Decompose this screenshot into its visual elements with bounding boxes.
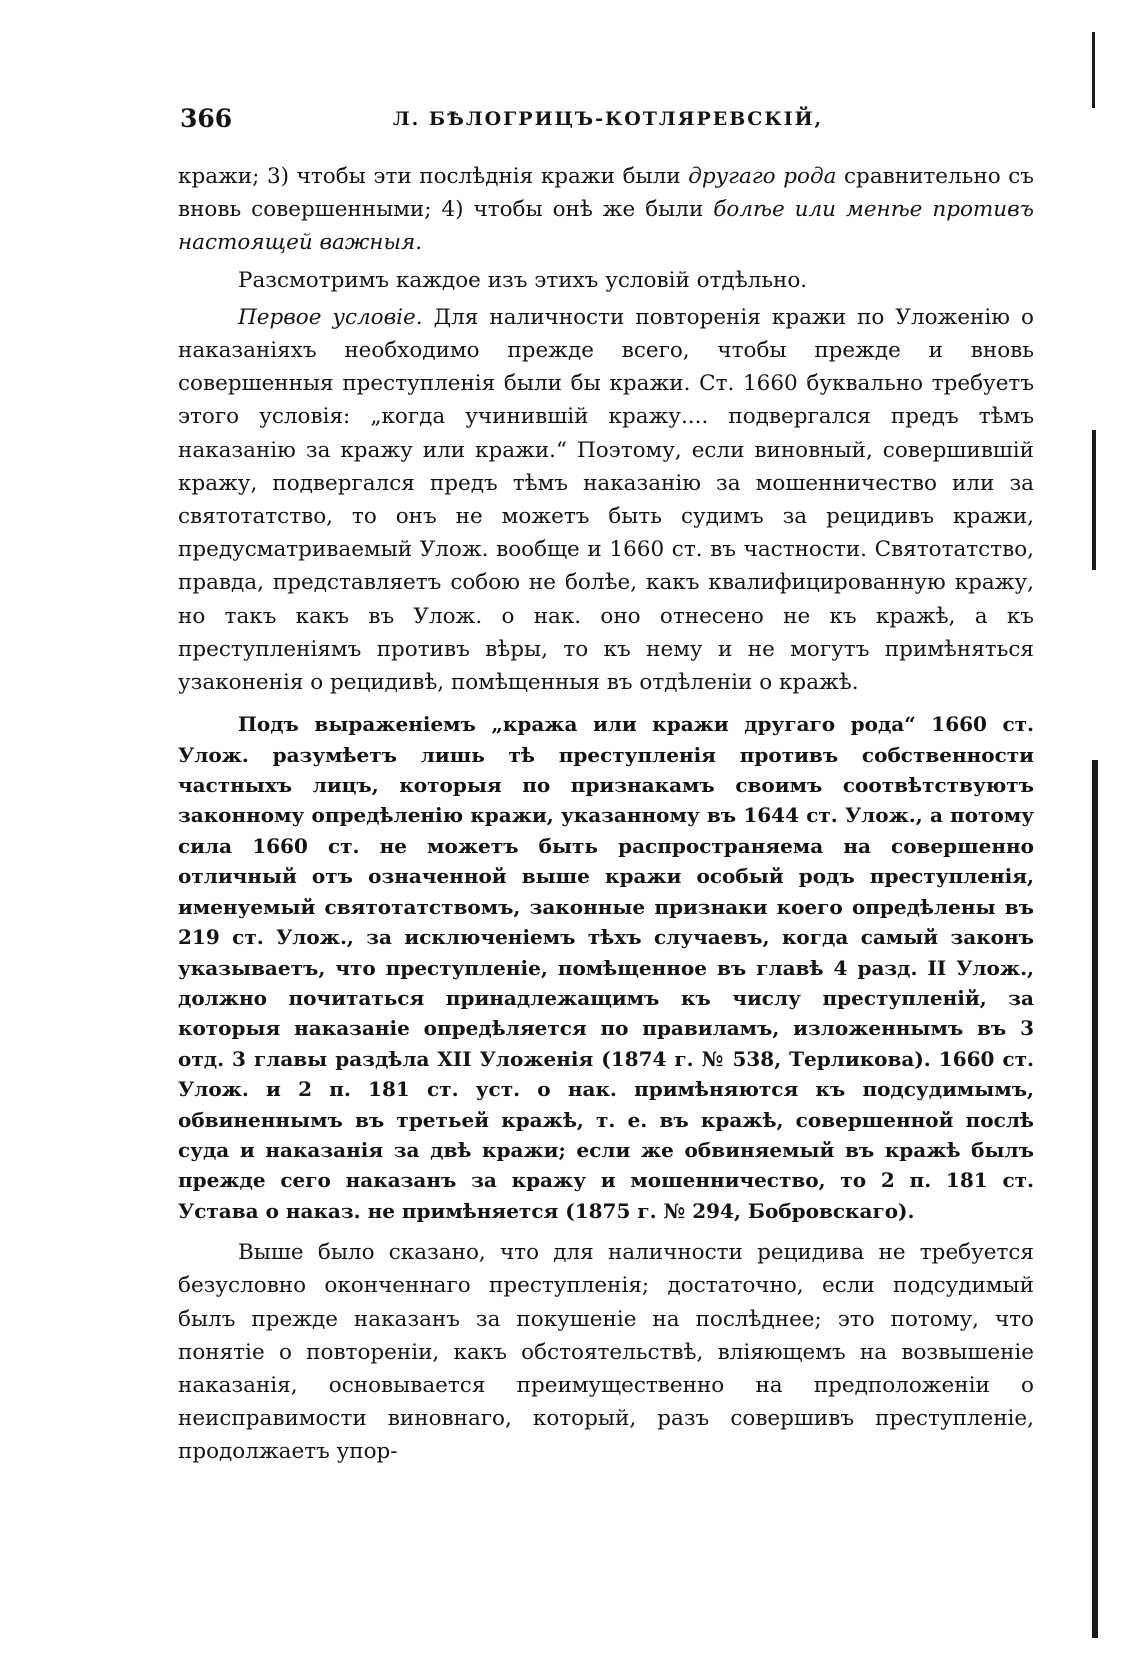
running-title: Л. БѢЛОГРИЦЪ-КОТЛЯРЕВСКІЙ, — [392, 108, 824, 130]
paragraph-1 — [178, 160, 1034, 260]
page-number: 366 — [180, 104, 233, 133]
paragraph-2: Разсмотримъ каждое изъ этихъ условій отдѣльно. — [238, 267, 808, 293]
paragraph-1-emphasis-d: болѣе или менѣе противъ настоящей важныя. — [178, 197, 1034, 256]
paragraph-5: Выше было сказано, что для наличности рецидива не требуется безусловно оконченнаго преступленія; достаточно, если подсудимый былъ прежде наказанъ за покушеніе на послѣднее; это потому, что понятіе о повтореніи, какъ обстоятельствѣ, вліяющемъ на возвышеніе наказанія, основывается преимущественно на предположеніи о неисправимости виновнаго, который, разъ совершивъ преступленіе, продолжаетъ упор- — [178, 1240, 1034, 1465]
scan-edge-main — [1092, 760, 1098, 1638]
paragraph-3-text: Для наличности повторенія кражи по Уложенію о наказаніяхъ необходимо прежде всего, чтобы прежде и вновь совершенныя преступленія были бы кражи. Ст. 1660 буквально требуетъ этого условія: „когда учинившій кражу.... подвергался предъ тѣмъ наказанію за кражу или кражи.“ Поэтому, если виновный, совершившій кражу, подвергался предъ тѣмъ наказанію за мошенничество или за святотатство, то онъ не можетъ быть судимъ за рецидивъ кражи, предусматриваемый Улож. вообще и 1660 ст. въ частности. Святотатство, правда, представляетъ собою не болѣе, какъ квалифицированную кражу, но такъ какъ въ Улож. о нак. оно отнесено не къ кражѣ, а къ преступленіямъ противъ вѣры, то къ нему и не могутъ примѣняться узаконенія о рецидивѣ, помѣщенныя въ отдѣленіи о кражѣ. — [178, 304, 1034, 696]
paragraph-3-lead: Первое условіе. — [238, 304, 423, 330]
scan-edge-top — [1092, 32, 1095, 108]
page-header — [180, 104, 1036, 144]
paragraph-3 — [178, 301, 1034, 699]
paragraph-1-text-c: сравнительно съ вновь совершенными; 4) чтобы онѣ же были — [178, 164, 1034, 223]
text-column — [178, 160, 1034, 1469]
scan-edge-mid — [1092, 430, 1096, 570]
paragraph-1-emphasis-a: другаго рода — [688, 164, 837, 189]
paragraph-1-text-a: кражи; 3) чтобы эти послѣднія кражи были — [178, 164, 689, 189]
paragraph-4: Подъ выраженіемъ „кража или кражи другаго рода“ 1660 ст. Улож. разумѣетъ лишь тѣ преступленія противъ собственности частныхъ лицъ, которыя по признакамъ своимъ соотвѣтствуютъ законному опредѣленію кражи, указанному въ 1644 ст. Улож., а потому сила 1660 ст. не можетъ быть распространяема на совершенно отличный отъ означенной выше кражи особый родъ преступленія, именуемый святотатствомъ, законные признаки коего опредѣлены въ 219 ст. Улож., за исключеніемъ тѣхъ случаевъ, когда самый законъ указываетъ, что преступленіе, помѣщенное въ главѣ 4 разд. II Улож., должно почитаться принадлежащимъ къ числу преступленій, за которыя наказаніе опредѣляется по правиламъ, изложеннымъ въ 3 отд. 3 главы раздѣла XII Уложенія (1874 г. № 538, Терликова). 1660 ст. Улож. и 2 п. 181 ст. уст. о нак. примѣняются къ подсудимымъ, обвиненнымъ въ третьей кражѣ, т. е. въ кражѣ, совершенной послѣ суда и наказанія за двѣ кражи; если же обвиняемый въ кражѣ былъ прежде сего наказанъ за кражу и мошенничество, то 2 п. 181 ст. Устава о наказ. не примѣняется (1875 г. № 294, Бобровскаго). — [178, 712, 1034, 1223]
